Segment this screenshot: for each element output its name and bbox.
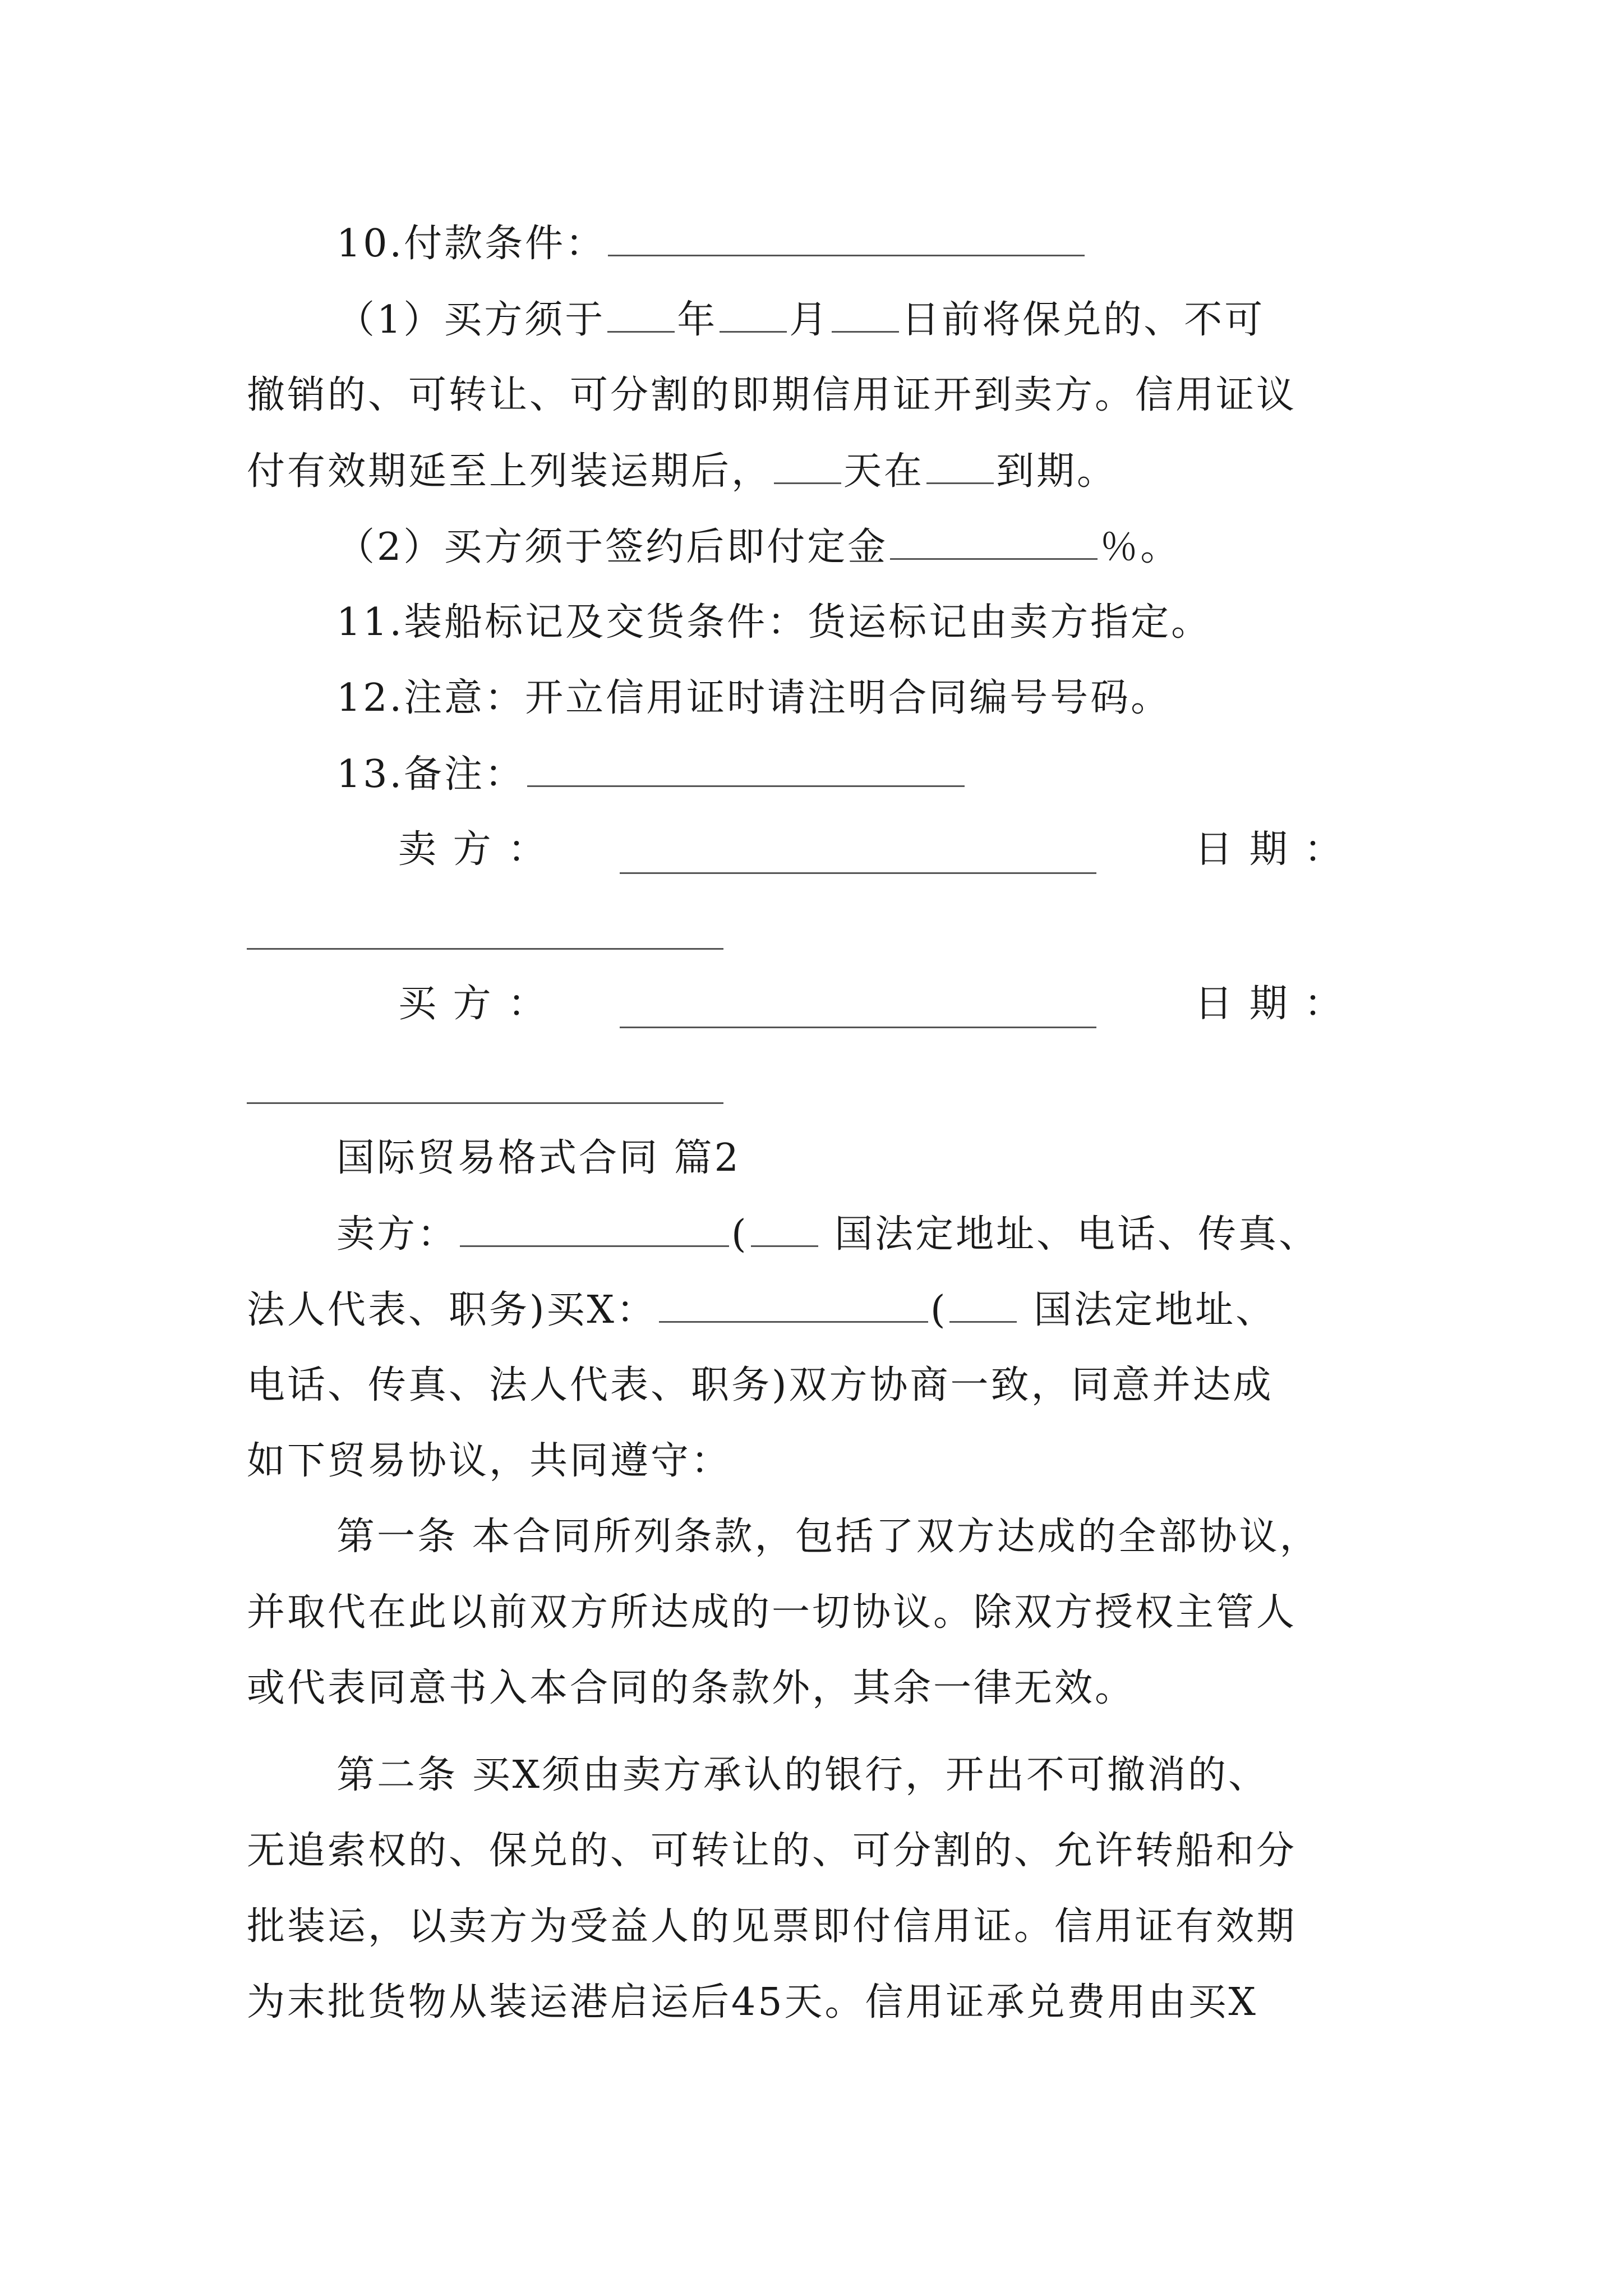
buyer-date-blank[interactable] <box>247 1102 723 1104</box>
buyer-date-label: 日 期 ： <box>1195 982 1345 1026</box>
section-title: 国际贸易格式合同 篇2 <box>336 1136 741 1180</box>
article-1-line-2: 并取代在此以前双方所达成的一切协议。除双方授权主管人 <box>247 1590 1297 1635</box>
clause-10-item-1-end: 付有效期延至上列装运期后， 天在 到期。 <box>247 449 1118 494</box>
article-2-line-2: 无追索权的、保兑的、可转让的、可分割的、允许转船和分 <box>247 1829 1297 1873</box>
seller-country-blank[interactable] <box>751 1212 818 1247</box>
seller-date-blank[interactable] <box>247 948 723 950</box>
clause-10-label: 10.付款条件： <box>336 222 606 266</box>
clause-13-remarks: 13.备注： <box>336 752 967 797</box>
seller-name-blank[interactable] <box>460 1212 729 1247</box>
clause-12-note: 12.注意：开立信用证时请注明合同编号号码。 <box>336 676 1172 720</box>
article-1-line-1: 第一条 本合同所列条款，包括了双方达成的全部协议， <box>336 1515 1320 1559</box>
clause-10-item-1-cont: 撤销的、可转让、可分割的即期信用证开到卖方。信用证议 <box>247 373 1297 417</box>
buyer-country-blank[interactable] <box>949 1287 1017 1323</box>
buyer-signature-label: 买 方 ： <box>398 982 548 1026</box>
buyer-signature-blank[interactable] <box>620 1027 1096 1028</box>
clause-11-marks: 11.装船标记及交货条件：货运标记由卖方指定。 <box>336 600 1212 645</box>
payment-terms-blank[interactable] <box>608 221 1085 256</box>
clause-10-item-1: （1）买方须于 年 月 日前将保兑的、不可 <box>336 298 1265 342</box>
seller-signature-blank[interactable] <box>620 872 1096 874</box>
place-blank[interactable] <box>926 449 994 484</box>
parties-line-1: 卖方： ( 国法定地址、电话、传真、 <box>336 1212 1320 1257</box>
article-1-line-3: 或代表同意书入本合同的条款外，其余一律无效。 <box>247 1666 1136 1710</box>
year-blank[interactable] <box>607 297 675 333</box>
clause-10-item-2: （2）买方须于签约后即付定金 ％。 <box>336 525 1181 569</box>
days-blank[interactable] <box>774 449 841 484</box>
deposit-percent-blank[interactable] <box>890 524 1098 560</box>
remarks-blank[interactable] <box>527 752 965 787</box>
month-blank[interactable] <box>720 297 787 333</box>
parties-line-3: 电话、传真、法人代表、职务)双方协商一致，同意并达成 <box>247 1363 1274 1407</box>
parties-line-2: 法人代表、职务)买X： ( 国法定地址、 <box>247 1288 1276 1332</box>
parties-line-4: 如下贸易协议，共同遵守： <box>247 1439 732 1483</box>
article-2-line-1: 第二条 买X须由卖方承认的银行，开出不可撤消的、 <box>336 1753 1269 1797</box>
day-blank[interactable] <box>832 297 899 333</box>
buyer-name-blank[interactable] <box>659 1287 928 1323</box>
article-2-line-3: 批装运，以卖方为受益人的见票即付信用证。信用证有效期 <box>247 1904 1297 1949</box>
seller-signature-label: 卖 方 ： <box>398 827 548 872</box>
seller-date-label: 日 期 ： <box>1195 827 1345 872</box>
article-2-line-4: 为末批货物从装运港启运后45天。信用证承兑费用由买X <box>247 1980 1258 2024</box>
clause-10-payment-terms <box>336 221 1087 266</box>
